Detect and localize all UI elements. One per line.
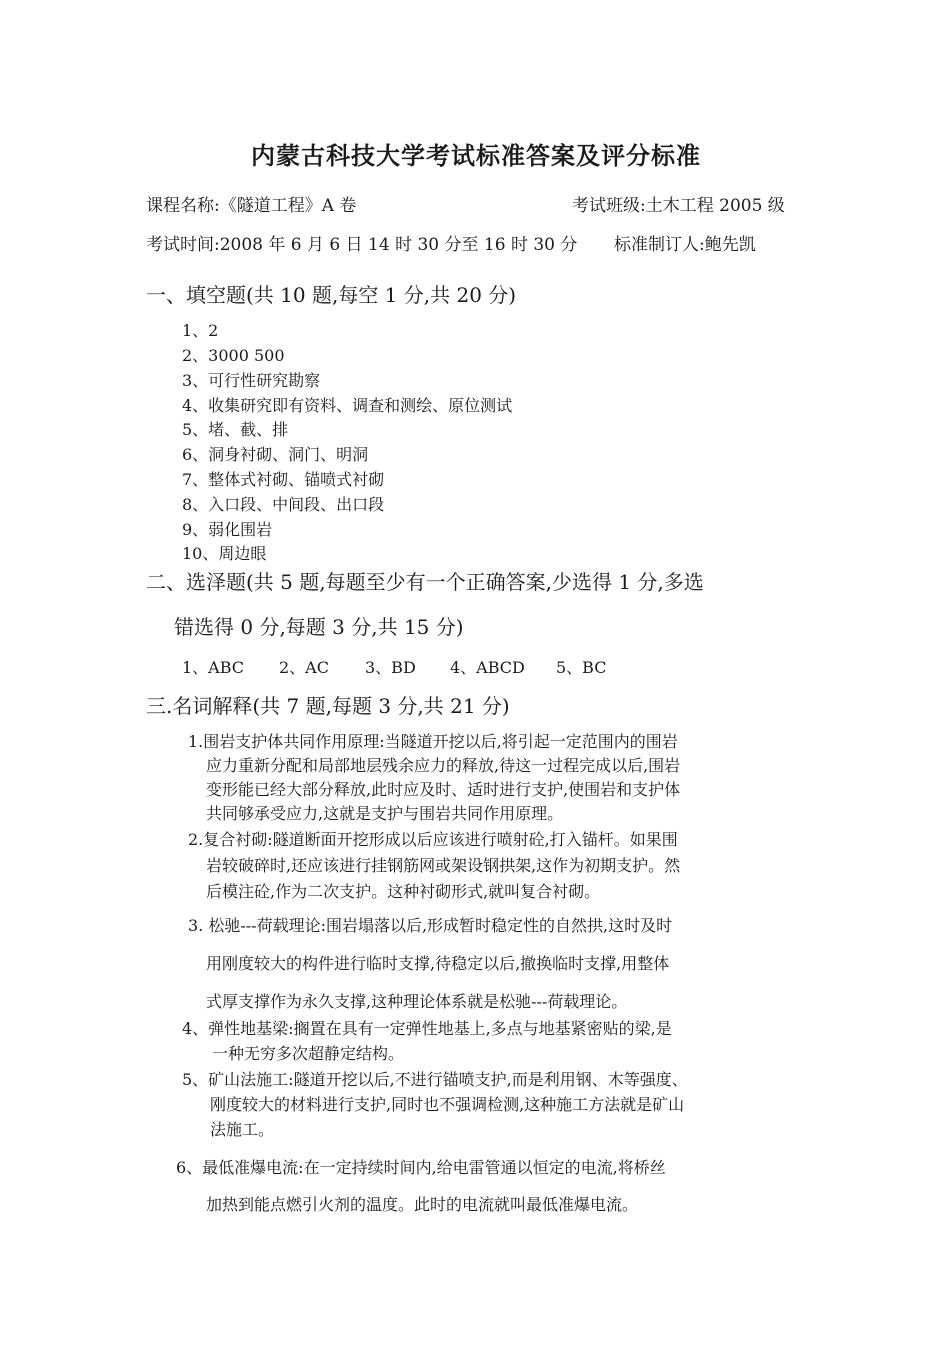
definition-line: 1.围岩支护体共同作用原理:当隧道开挖以后,将引起一定范围内的围岩 (188, 732, 678, 751)
definition-line: 一种无穷多次超静定结构。 (212, 1044, 405, 1063)
definition-line: 2.复合衬砌:隧道断面开挖形成以后应该进行喷射砼,打入锚杆。如果围 (188, 830, 678, 849)
definition-line: 法施工。 (210, 1120, 275, 1139)
section3-heading: 三.名词解释(共 7 题,每题 3 分,共 21 分) (146, 694, 510, 718)
definition-line: 式厚支撑作为永久支撑,这种理论体系就是松驰---荷载理论。 (206, 992, 628, 1011)
fill-blank-answer: 8、入口段、中间段、出口段 (182, 495, 385, 514)
document-title: 内蒙古科技大学考试标准答案及评分标准 (251, 142, 701, 170)
section2-heading-line1: 二、选泽题(共 5 题,每题至少有一个正确答案,少选得 1 分,多选 (146, 570, 704, 594)
definition-line: 变形能已经大部分释放,此时应及时、适时进行支护,使围岩和支护体 (206, 780, 681, 799)
fill-blank-answer: 6、洞身衬砌、洞门、明洞 (182, 445, 369, 464)
fill-blank-answer: 1、2 (182, 321, 219, 340)
term-definition (182, 1067, 688, 1142)
fill-blank-answer: 9、弱化围岩 (182, 520, 273, 539)
fill-blank-answer: 10、周边眼 (182, 544, 267, 563)
term-definition (188, 907, 672, 1021)
exam-class: 考试班级:土木工程 2005 级 (572, 196, 785, 216)
fill-blank-answer: 5、堵、截、排 (182, 420, 289, 439)
fill-blank-answer: 7、整体式衬砌、锚喷式衬砌 (182, 470, 385, 489)
definition-line: 用刚度较大的构件进行临时支撑,待稳定以后,撤换临时支撑,用整体 (206, 954, 670, 973)
term-definition (182, 1016, 672, 1066)
term-definition (188, 827, 680, 905)
term-definition (188, 730, 680, 826)
definition-line: 4、弹性地基梁:搁置在具有一定弹性地基上,多点与地基紧密贴的梁,是 (182, 1019, 672, 1038)
course-name: 课程名称:《隧道工程》A 卷 (146, 196, 357, 216)
choice-answer: 2、AC (279, 658, 329, 677)
term-definition (176, 1149, 666, 1223)
definition-line: 3. 松驰---荷载理论:围岩塌落以后,形成暂时稳定性的自然拱,这时及时 (188, 916, 673, 935)
section1-heading: 一、填空题(共 10 题,每空 1 分,共 20 分) (146, 283, 517, 307)
exam-time: 考试时间:2008 年 6 月 6 日 14 时 30 分至 16 时 30 分 (146, 235, 578, 255)
definition-line: 共同够承受应力,这就是支护与围岩共同作用原理。 (206, 804, 564, 823)
definition-line: 刚度较大的材料进行支护,同时也不强调检测,这种施工方法就是矿山 (210, 1095, 685, 1114)
definition-line: 后模注砼,作为二次支护。这种衬砌形式,就叫复合衬砌。 (206, 882, 601, 901)
choice-answer: 1、ABC (182, 658, 245, 677)
definition-line: 应力重新分配和局部地层残余应力的释放,待这一过程完成以后,围岩 (206, 756, 681, 775)
fill-blank-answer: 2、3000 500 (182, 346, 285, 365)
choice-answer: 5、BC (556, 658, 607, 677)
section2-heading-line2: 错选得 0 分,每题 3 分,共 15 分) (174, 615, 464, 639)
definition-line: 加热到能点燃引火剂的温度。此时的电流就叫最低准爆电流。 (206, 1195, 639, 1214)
standard-author: 标准制订人:鲍先凯 (614, 235, 756, 255)
definition-line: 岩较破碎时,还应该进行挂钢筋网或架设钢拱架,这作为初期支护。然 (206, 856, 681, 875)
definition-line: 5、矿山法施工:隧道开挖以后,不进行锚喷支护,而是利用钢、木等强度、 (182, 1070, 688, 1089)
definition-line: 6、最低准爆电流:在一定持续时间内,给电雷管通以恒定的电流,将桥丝 (176, 1158, 666, 1177)
fill-blank-answer: 4、收集研究即有资料、调查和测绘、原位测试 (182, 396, 513, 415)
choice-answer: 3、BD (365, 658, 416, 677)
fill-blank-answer: 3、可行性研究勘察 (182, 371, 321, 390)
choice-answer: 4、ABCD (450, 658, 525, 677)
